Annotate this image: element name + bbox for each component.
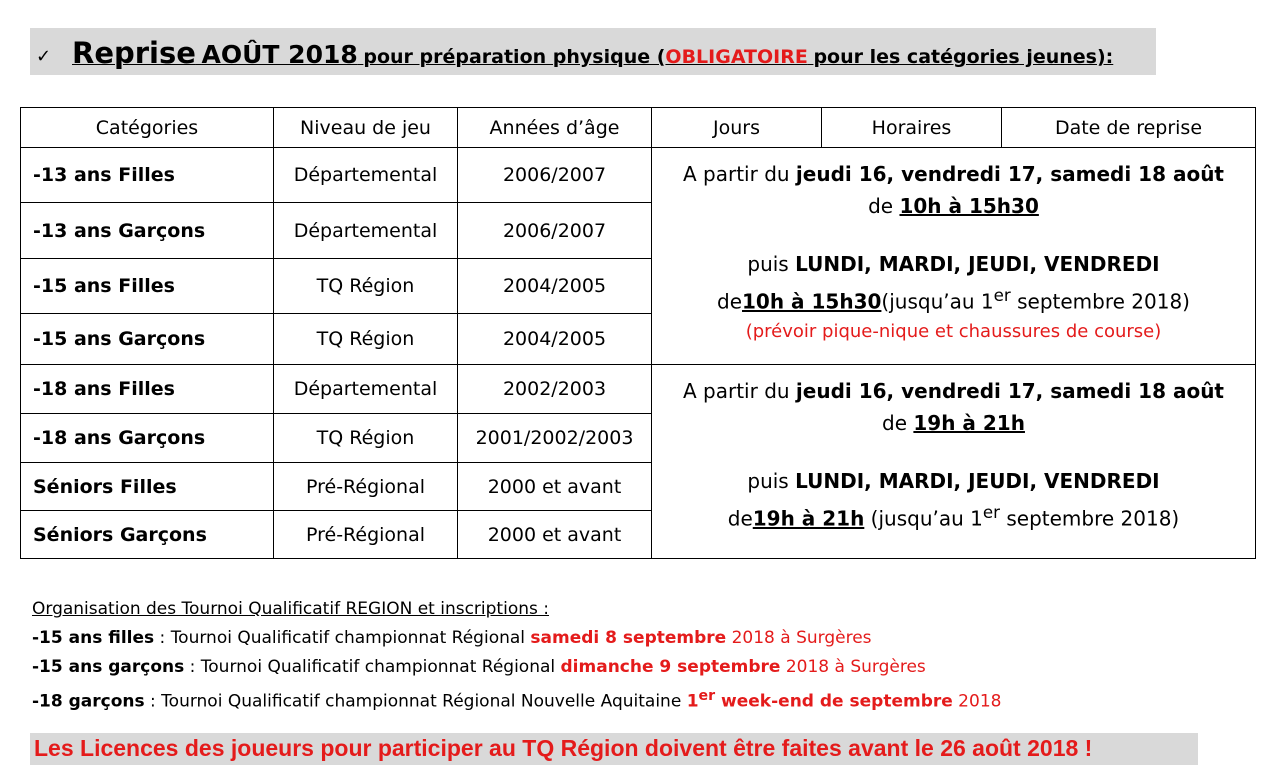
- cell-level: Pré-Régional: [274, 511, 458, 559]
- cell-level: Départemental: [274, 365, 458, 414]
- checkmark-icon: ✓: [36, 46, 52, 67]
- text-de: de: [717, 289, 743, 314]
- text-hours: 19h à 21h: [752, 506, 865, 531]
- tournament-line: [32, 682, 1001, 717]
- tournament-date: dimanche 9 septembre: [560, 657, 781, 677]
- tournament-desc: : Tournoi Qualificatif championnat Régional: [154, 628, 531, 648]
- text-de: de: [868, 194, 894, 218]
- text-weekdays: LUNDI, MARDI, JEUDI, VENDREDI: [795, 252, 1160, 276]
- cell-category: -13 ans Filles: [21, 148, 274, 203]
- title-purpose: pour préparation physique (: [363, 46, 666, 68]
- text-until-end: septembre 2018): [1010, 289, 1190, 314]
- tournament-date: samedi 8 septembre: [530, 628, 727, 648]
- header-years: Années d’âge: [458, 108, 652, 148]
- text-days: jeudi 16, vendredi 17, samedi 18 août: [795, 162, 1224, 186]
- text-until-end: septembre 2018): [999, 506, 1180, 531]
- cell-years: 2002/2003: [458, 365, 652, 414]
- cell-years: 2004/2005: [458, 259, 652, 314]
- cell-category: -18 ans Filles: [21, 365, 274, 414]
- text-sup: er: [993, 286, 1011, 305]
- cell-category: -15 ans Garçons: [21, 314, 274, 365]
- title-categories: pour les catégories jeunes):: [813, 46, 1114, 68]
- header-categories: Catégories: [21, 108, 274, 148]
- cell-category: -18 ans Garçons: [21, 414, 274, 463]
- header-level: Niveau de jeu: [274, 108, 458, 148]
- text-until: (jusqu’au 1: [881, 289, 994, 314]
- text-days: jeudi 16, vendredi 17, samedi 18 août: [795, 379, 1224, 403]
- text-then: puis: [747, 252, 789, 276]
- tournament-year: 2018: [952, 691, 1002, 712]
- tournament-category: -15 ans filles: [32, 628, 155, 648]
- schedule-table: [20, 107, 1256, 559]
- tournament-date: week-end de septembre: [715, 691, 953, 712]
- table-row: [21, 365, 1256, 414]
- tournament-place: 2018 à Surgères: [726, 628, 872, 648]
- cell-level: TQ Région: [274, 314, 458, 365]
- cell-level: TQ Région: [274, 414, 458, 463]
- cell-level: Pré-Régional: [274, 463, 458, 511]
- tournament-date: 1: [686, 691, 699, 712]
- note-picnic: (prévoir pique-nique et chaussures de course): [745, 320, 1162, 342]
- cell-years: 2000 et avant: [458, 463, 652, 511]
- cell-years: 2001/2002/2003: [458, 414, 652, 463]
- text-from: A partir du: [683, 379, 790, 403]
- page-title: [72, 36, 1113, 70]
- table-row: [21, 148, 1256, 203]
- license-warning: Les Licences des joueurs pour participer au TQ Région doivent être faites avant le 26 août 2018 !: [34, 735, 1093, 761]
- cell-level: Départemental: [274, 203, 458, 259]
- tournament-sup: er: [698, 688, 716, 704]
- text-de: de: [882, 411, 908, 435]
- cell-category: -13 ans Garçons: [21, 203, 274, 259]
- cell-years: 2000 et avant: [458, 511, 652, 559]
- text-from: A partir du: [683, 162, 790, 186]
- tournament-category: -15 ans garçons: [32, 657, 185, 677]
- cell-category: -15 ans Filles: [21, 259, 274, 314]
- header-start-date: Date de reprise: [1002, 108, 1256, 148]
- text-hours: 10h à 15h30: [742, 289, 882, 314]
- header-days: Jours: [652, 108, 822, 148]
- text-then: puis: [747, 469, 789, 493]
- tournament-title: Organisation des Tournoi Qualificatif REGION et inscriptions :: [32, 599, 549, 619]
- tournament-line: [32, 624, 1001, 653]
- title-month: AOÛT 2018: [201, 40, 358, 69]
- tournament-category: -18 garçons: [32, 691, 145, 712]
- text-until: (jusqu’au 1: [864, 506, 983, 531]
- tournament-desc: : Tournoi Qualificatif championnat Régional Nouvelle Aquitaine: [144, 691, 687, 712]
- cell-level: TQ Région: [274, 259, 458, 314]
- schedule-block-young: [652, 148, 1256, 365]
- schedule-block-senior: [652, 365, 1256, 559]
- tournament-desc: : Tournoi Qualificatif championnat Régional: [184, 657, 561, 677]
- title-reprise: Reprise: [72, 36, 196, 70]
- title-mandatory: OBLIGATOIRE: [665, 46, 808, 68]
- cell-years: 2004/2005: [458, 314, 652, 365]
- tournament-place: 2018 à Surgères: [780, 657, 926, 677]
- cell-level: Départemental: [274, 148, 458, 203]
- table-header-row: [21, 108, 1256, 148]
- text-hours: 10h à 15h30: [899, 194, 1039, 218]
- text-de: de: [727, 506, 753, 531]
- tournament-info: [32, 595, 1001, 717]
- cell-years: 2006/2007: [458, 203, 652, 259]
- tournament-line: [32, 653, 1001, 682]
- text-sup: er: [982, 503, 1000, 522]
- text-hours: 19h à 21h: [913, 411, 1025, 435]
- cell-years: 2006/2007: [458, 148, 652, 203]
- cell-category: Séniors Garçons: [21, 511, 274, 559]
- text-weekdays: LUNDI, MARDI, JEUDI, VENDREDI: [795, 469, 1160, 493]
- header-hours: Horaires: [822, 108, 1002, 148]
- cell-category: Séniors Filles: [21, 463, 274, 511]
